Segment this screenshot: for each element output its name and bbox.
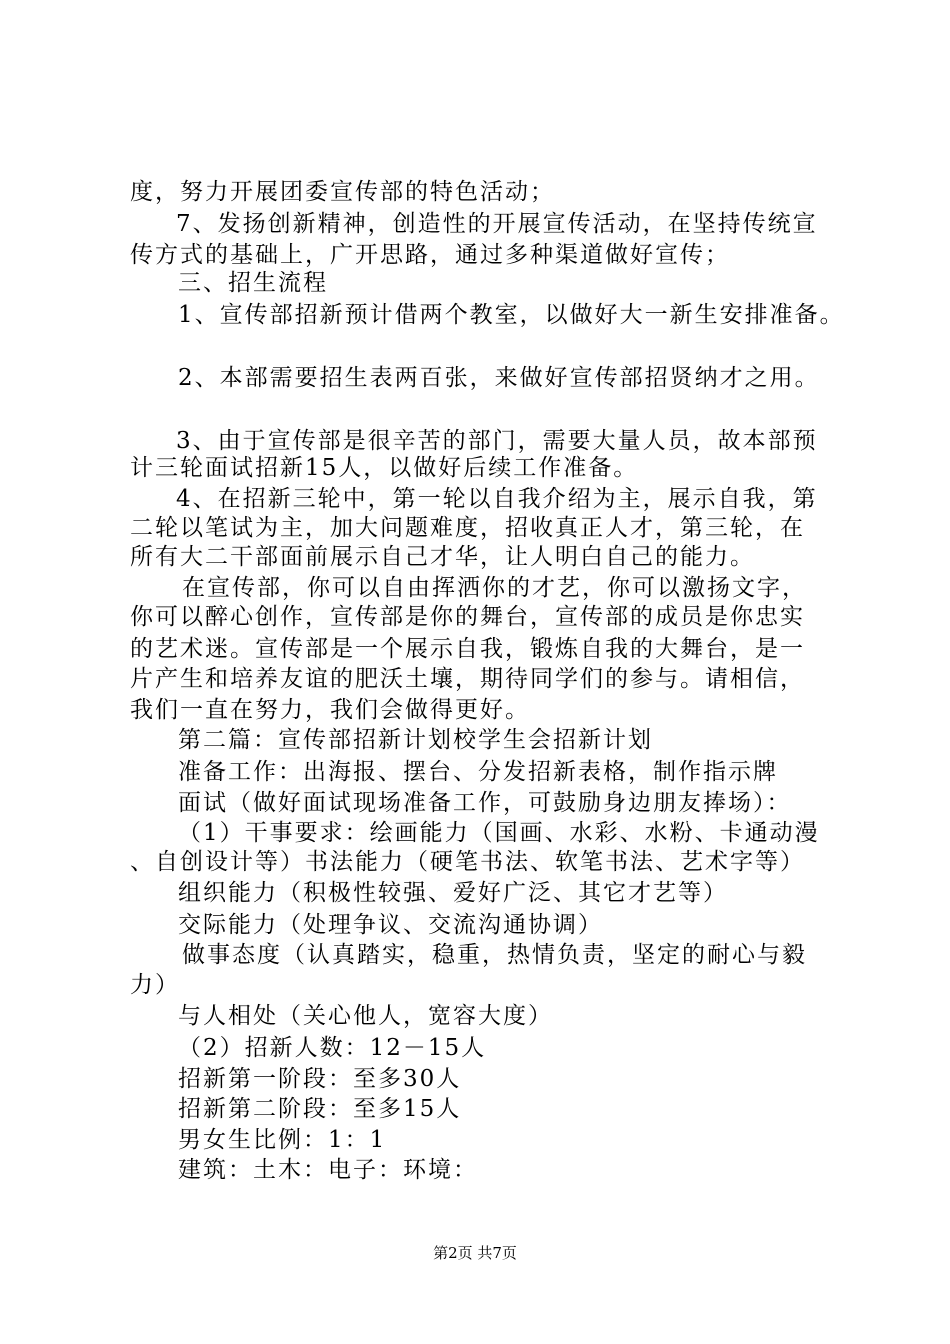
text-line: 我们一直在努力，我们会做得更好。 <box>130 697 530 723</box>
text-line: 计三轮面试招新15人，以做好后续工作准备。 <box>130 455 639 481</box>
text-line: 度，努力开展团委宣传部的特色活动； <box>130 179 555 205</box>
text-line: 建筑：土木：电子：环境： <box>178 1157 478 1183</box>
text-line: 二轮以笔试为主，加大问题难度，招收真正人才，第三轮，在 <box>130 515 805 541</box>
article-heading: 第二篇：宣传部招新计划校学生会招新计划 <box>178 727 653 753</box>
text-line: 片产生和培养友谊的肥沃土壤，期待同学们的参与。请相信， <box>130 666 805 692</box>
text-line: 男女生比例：1：1 <box>178 1127 387 1153</box>
text-line: 力） <box>130 972 180 998</box>
text-line: 4、在招新三轮中，第一轮以自我介绍为主，展示自我，第 <box>176 486 818 512</box>
text-line: 7、发扬创新精神，创造性的开展宣传活动，在坚持传统宣 <box>176 211 818 237</box>
text-line: 3、由于宣传部是很辛苦的部门，需要大量人员，故本部预 <box>176 428 818 454</box>
text-line: 1、宣传部招新预计借两个教室，以做好大一新生安排准备。 <box>178 302 845 328</box>
text-line: 2、本部需要招生表两百张，来做好宣传部招贤纳才之用。 <box>178 365 820 391</box>
text-line: 面试（做好面试现场准备工作，可鼓励身边朋友捧场）： <box>178 790 792 816</box>
text-line: 组织能力（积极性较强、爱好广泛、其它才艺等） <box>178 880 728 906</box>
text-line: （1）干事要求：绘画能力（国画、水彩、水粉、卡通动漫 <box>178 820 820 846</box>
text-line: 你可以醉心创作，宣传部是你的舞台，宣传部的成员是你忠实 <box>130 604 805 630</box>
text-line: 所有大二干部面前展示自己才华，让人明白自己的能力。 <box>130 544 755 570</box>
text-line: 准备工作：出海报、摆台、分发招新表格，制作指示牌 <box>178 759 778 785</box>
text-line: 招新第二阶段：至多15人 <box>178 1096 462 1122</box>
section-heading: 三、招生流程 <box>178 270 328 296</box>
text-line: 招新第一阶段：至多30人 <box>178 1066 462 1092</box>
text-line: 在宣传部，你可以自由挥洒你的才艺，你可以激扬文字， <box>182 575 807 601</box>
text-line: 、自创设计等）书法能力（硬笔书法、软笔书法、艺术字等） <box>130 849 805 875</box>
text-line: 与人相处（关心他人，宽容大度） <box>178 1003 553 1029</box>
text-line: 交际能力（处理争议、交流沟通协调） <box>178 912 603 938</box>
text-line: （2）招新人数：12－15人 <box>178 1035 487 1061</box>
page-number-footer: 第2页 共7页 <box>433 1244 517 1262</box>
text-line: 做事态度（认真踏实，稳重，热情负责，坚定的耐心与毅 <box>182 942 807 968</box>
text-line: 传方式的基础上，广开思路，通过多种渠道做好宣传； <box>130 242 730 268</box>
text-line: 的艺术迷。宣传部是一个展示自我，锻炼自我的大舞台，是一 <box>130 636 805 662</box>
